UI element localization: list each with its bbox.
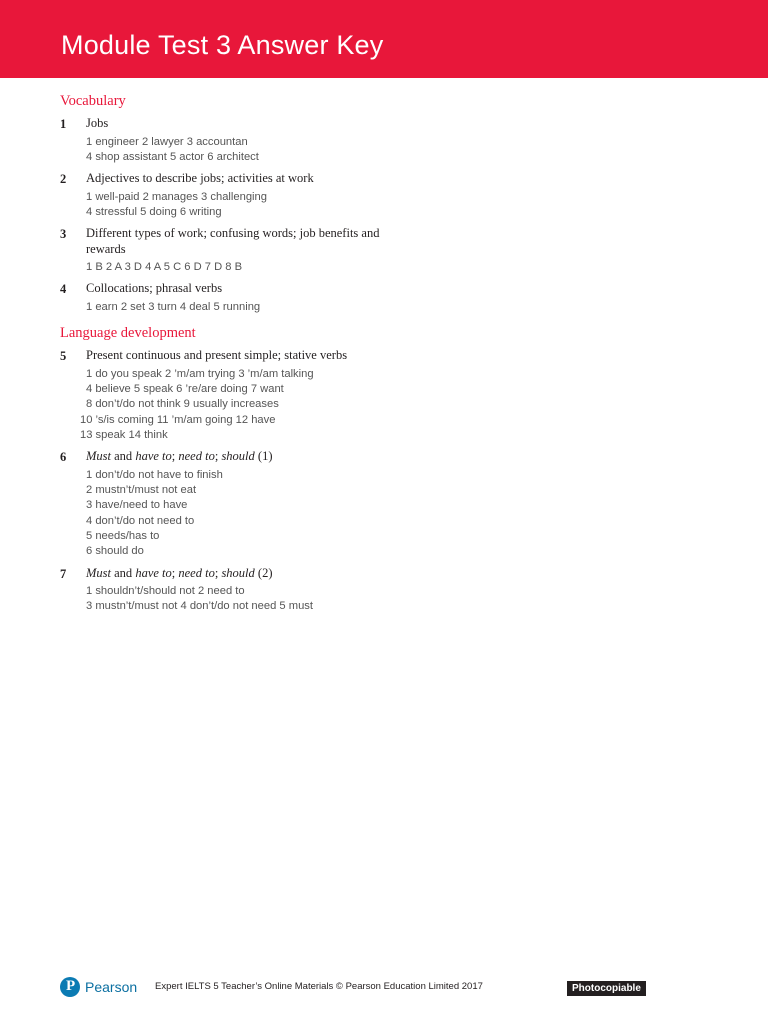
answer-line: 4 stressful 5 doing 6 writing (86, 205, 222, 218)
answer-line: 1 B 2 A 3 D 4 A 5 C 6 D 7 D 8 B (86, 261, 243, 274)
question-number: 1 (60, 117, 67, 131)
answer-line: 13 speak 14 think (80, 428, 168, 441)
copyright-text: Expert IELTS 5 Teacher’s Online Materials © Pearson Education Limited 2017 (155, 981, 483, 992)
answer-line: 4 believe 5 speak 6 ’re/are doing 7 want (86, 383, 284, 396)
question-2 (60, 171, 390, 220)
answer-line: 3 have/need to have (86, 499, 188, 512)
question-number: 2 (60, 172, 67, 187)
question-title: Different types of work; confusing words; job benefits and rewards (86, 226, 380, 256)
question-7 (60, 566, 390, 615)
question-4 (60, 281, 390, 315)
answer-line: 1 well-paid 2 manages 3 challenging (86, 190, 267, 203)
answer-line: 4 don’t/do not need to (86, 514, 195, 527)
answer-line: 4 shop assistant 5 actor 6 architect (86, 150, 259, 163)
answer-line: 2 mustn’t/must not eat (86, 484, 197, 497)
answer-line: 6 should do (86, 545, 144, 558)
question-number: 4 (60, 282, 67, 297)
page-title: Module Test 3 Answer Key (61, 30, 384, 60)
question-number: 5 (60, 349, 67, 364)
header-banner (0, 0, 768, 78)
question-3 (60, 226, 390, 275)
answer-line: 8 don’t/do not think 9 usually increases (86, 398, 279, 411)
section-title-language-development: Language development (60, 325, 196, 342)
answer-line: 1 do you speak 2 ’m/am trying 3 ’m/am talking (86, 367, 314, 380)
answer-line: 1 engineer 2 lawyer 3 accountan (86, 135, 248, 148)
pearson-logo-icon: P (60, 977, 80, 997)
footer (0, 974, 768, 1004)
question-1 (60, 116, 390, 165)
question-title: Jobs (86, 116, 109, 130)
question-6 (60, 449, 390, 559)
question-title: Present continuous and present simple; stative verbs (86, 348, 348, 363)
question-title: Adjectives to describe jobs; activities at work (86, 171, 314, 186)
answer-line: 5 needs/has to (86, 529, 160, 542)
photocopiable-badge: Photocopiable (567, 981, 646, 996)
section-title-vocabulary: Vocabulary (60, 93, 126, 109)
question-title: Collocations; phrasal verbs (86, 281, 223, 296)
question-number: 3 (60, 227, 67, 242)
answer-key-content (60, 92, 390, 615)
answer-line: 10 ’s/is coming 11 ’m/am going 12 have (80, 413, 276, 426)
answer-line: 1 shouldn’t/should not 2 need to (86, 585, 245, 598)
pearson-logo-text: Pearson (85, 979, 138, 995)
answer-line: 1 earn 2 set 3 turn 4 deal 5 running (86, 300, 261, 313)
question-number: 7 (60, 566, 67, 581)
question-5 (60, 348, 390, 443)
question-number: 6 (60, 450, 67, 465)
answer-line: 1 don’t/do not have to finish (86, 468, 223, 481)
question-title: Must and have to; need to; should (2) (86, 565, 273, 580)
answer-line: 3 mustn’t/must not 4 don’t/do not need 5 must (86, 600, 313, 613)
question-title: Must and have to; need to; should (1) (86, 449, 273, 464)
